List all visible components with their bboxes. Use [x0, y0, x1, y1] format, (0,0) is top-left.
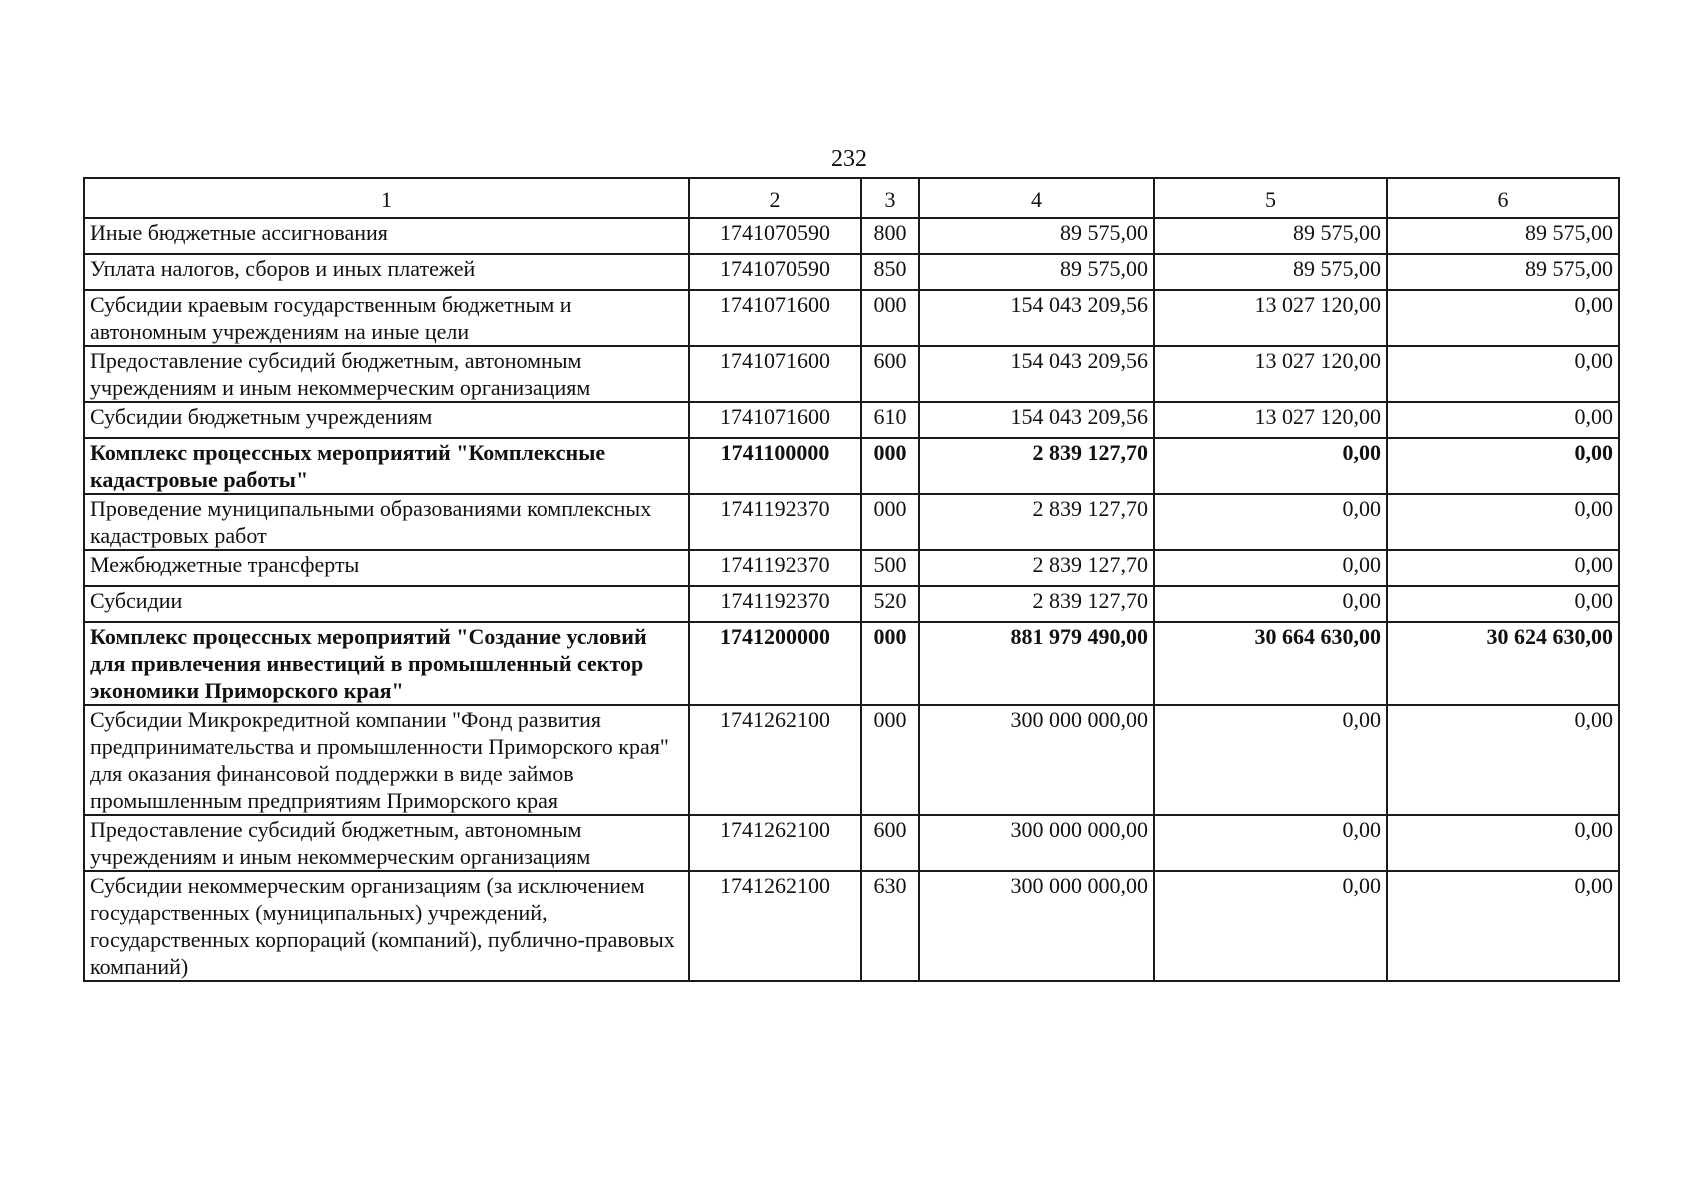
cell-value-5: 13 027 120,00	[1154, 402, 1387, 438]
table-row	[84, 218, 1619, 254]
cell-value-4: 89 575,00	[919, 254, 1154, 290]
cell-code: 1741070590	[689, 254, 861, 290]
cell-value-4: 2 839 127,70	[919, 494, 1154, 550]
cell-code: 1741071600	[689, 290, 861, 346]
cell-code: 1741071600	[689, 346, 861, 402]
cell-value-4: 89 575,00	[919, 218, 1154, 254]
header-col-3: 3	[861, 178, 919, 218]
cell-value-5: 0,00	[1154, 705, 1387, 815]
cell-value-5: 0,00	[1154, 494, 1387, 550]
cell-value-4: 2 839 127,70	[919, 550, 1154, 586]
cell-type: 600	[861, 346, 919, 402]
table-row	[84, 346, 1619, 402]
cell-value-6: 89 575,00	[1387, 254, 1619, 290]
cell-code: 1741100000	[689, 438, 861, 494]
cell-value-4: 2 839 127,70	[919, 438, 1154, 494]
cell-type: 600	[861, 815, 919, 871]
cell-value-5: 13 027 120,00	[1154, 346, 1387, 402]
header-col-6: 6	[1387, 178, 1619, 218]
cell-name: Субсидии краевым государственным бюджетным и автономным учреждениям на иные цели	[84, 290, 689, 346]
cell-value-4: 300 000 000,00	[919, 705, 1154, 815]
header-row	[84, 178, 1619, 218]
cell-value-5: 89 575,00	[1154, 218, 1387, 254]
cell-name: Межбюджетные трансферты	[84, 550, 689, 586]
cell-name: Предоставление субсидий бюджетным, автономным учреждениям и иным некоммерческим организациям	[84, 815, 689, 871]
table-header	[84, 178, 1619, 218]
cell-value-5: 13 027 120,00	[1154, 290, 1387, 346]
cell-name: Субсидии	[84, 586, 689, 622]
cell-type: 520	[861, 586, 919, 622]
table-row	[84, 290, 1619, 346]
cell-value-4: 2 839 127,70	[919, 586, 1154, 622]
cell-value-6: 0,00	[1387, 346, 1619, 402]
budget-table	[83, 177, 1620, 982]
cell-value-4: 300 000 000,00	[919, 815, 1154, 871]
table-row	[84, 402, 1619, 438]
cell-value-5: 0,00	[1154, 550, 1387, 586]
header-col-2: 2	[689, 178, 861, 218]
table-row	[84, 550, 1619, 586]
table-row	[84, 871, 1619, 981]
cell-code: 1741262100	[689, 705, 861, 815]
cell-name: Субсидии некоммерческим организациям (за исключением государственных (муниципальных) учреждений, государственных корпораций (компаний), публично-правовых компаний)	[84, 871, 689, 981]
table-row	[84, 254, 1619, 290]
cell-value-4: 154 043 209,56	[919, 290, 1154, 346]
cell-name: Предоставление субсидий бюджетным, автономным учреждениям и иным некоммерческим организациям	[84, 346, 689, 402]
cell-type: 000	[861, 438, 919, 494]
table-row	[84, 494, 1619, 550]
cell-value-4: 154 043 209,56	[919, 346, 1154, 402]
cell-type: 000	[861, 705, 919, 815]
cell-code: 1741192370	[689, 550, 861, 586]
cell-value-6: 30 624 630,00	[1387, 622, 1619, 705]
cell-code: 1741200000	[689, 622, 861, 705]
cell-value-6: 89 575,00	[1387, 218, 1619, 254]
cell-name: Иные бюджетные ассигнования	[84, 218, 689, 254]
cell-value-6: 0,00	[1387, 290, 1619, 346]
cell-code: 1741262100	[689, 871, 861, 981]
cell-code: 1741262100	[689, 815, 861, 871]
cell-value-6: 0,00	[1387, 815, 1619, 871]
table-row	[84, 586, 1619, 622]
cell-value-5: 89 575,00	[1154, 254, 1387, 290]
cell-type: 000	[861, 290, 919, 346]
cell-name: Субсидии Микрокредитной компании "Фонд развития предпринимательства и промышленности Приморского края" для оказания финансовой поддержки в виде займов промышленным предприятиям Приморского края	[84, 705, 689, 815]
cell-value-6: 0,00	[1387, 871, 1619, 981]
cell-value-6: 0,00	[1387, 550, 1619, 586]
cell-value-5: 0,00	[1154, 438, 1387, 494]
cell-value-4: 300 000 000,00	[919, 871, 1154, 981]
cell-value-6: 0,00	[1387, 494, 1619, 550]
cell-name: Комплекс процессных мероприятий "Комплексные кадастровые работы"	[84, 438, 689, 494]
table-row	[84, 705, 1619, 815]
cell-type: 800	[861, 218, 919, 254]
cell-name: Уплата налогов, сборов и иных платежей	[84, 254, 689, 290]
cell-type: 850	[861, 254, 919, 290]
cell-value-6: 0,00	[1387, 402, 1619, 438]
cell-value-5: 0,00	[1154, 815, 1387, 871]
cell-type: 000	[861, 494, 919, 550]
cell-value-4: 154 043 209,56	[919, 402, 1154, 438]
cell-name: Субсидии бюджетным учреждениям	[84, 402, 689, 438]
cell-name: Проведение муниципальными образованиями комплексных кадастровых работ	[84, 494, 689, 550]
cell-type: 610	[861, 402, 919, 438]
table-row	[84, 815, 1619, 871]
cell-value-4: 881 979 490,00	[919, 622, 1154, 705]
page-number: 232	[831, 146, 867, 172]
cell-value-6: 0,00	[1387, 586, 1619, 622]
cell-value-5: 30 664 630,00	[1154, 622, 1387, 705]
header-col-1: 1	[84, 178, 689, 218]
cell-type: 630	[861, 871, 919, 981]
table-row-section	[84, 438, 1619, 494]
cell-name: Комплекс процессных мероприятий "Создание условий для привлечения инвестиций в промышленный сектор экономики Приморского края"	[84, 622, 689, 705]
header-col-5: 5	[1154, 178, 1387, 218]
cell-value-5: 0,00	[1154, 586, 1387, 622]
cell-value-6: 0,00	[1387, 438, 1619, 494]
cell-code: 1741192370	[689, 494, 861, 550]
cell-value-6: 0,00	[1387, 705, 1619, 815]
cell-code: 1741071600	[689, 402, 861, 438]
cell-type: 500	[861, 550, 919, 586]
cell-code: 1741070590	[689, 218, 861, 254]
cell-code: 1741192370	[689, 586, 861, 622]
table-body	[84, 218, 1619, 981]
header-col-4: 4	[919, 178, 1154, 218]
table-row-section	[84, 622, 1619, 705]
cell-type: 000	[861, 622, 919, 705]
cell-value-5: 0,00	[1154, 871, 1387, 981]
